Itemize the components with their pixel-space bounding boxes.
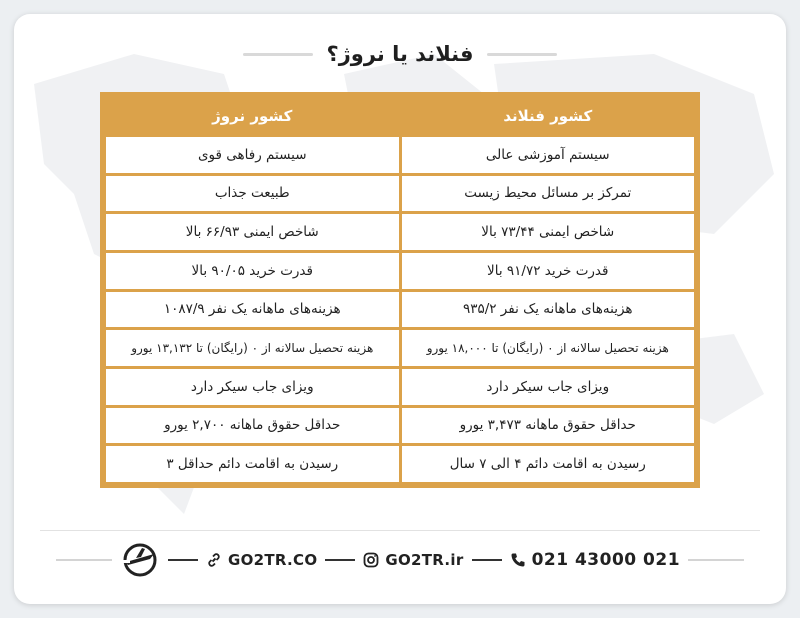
- phone-text: 021 43000 021: [531, 550, 681, 570]
- finland-row-1: سیستم آموزشی عالی: [402, 137, 695, 173]
- page-title: فنلاند یا نروژ؟: [326, 42, 474, 66]
- norway-row-2: طبیعت جذاب: [106, 176, 399, 212]
- finland-row-5: هزینه‌های ماهانه یک نفر ۹۳۵/۲: [402, 292, 695, 328]
- norway-row-4: قدرت خرید ۹۰/۰۵ بالا: [106, 253, 399, 289]
- instagram-text: GO2TR.ir: [385, 551, 464, 569]
- website-text: GO2TR.CO: [227, 551, 318, 569]
- phone-link[interactable]: [510, 550, 680, 570]
- go2tr-logo-icon: [120, 540, 160, 580]
- instagram-icon: [363, 552, 379, 568]
- title-left-line: [243, 53, 313, 56]
- finland-row-9: رسیدن به اقامت دائم ۴ الی ۷ سال: [402, 446, 695, 482]
- website-link[interactable]: [206, 551, 317, 569]
- norway-row-8: حداقل حقوق ماهانه ۲,۷۰۰ یورو: [106, 408, 399, 444]
- title-right-line: [487, 53, 557, 56]
- finland-row-4: قدرت خرید ۹۱/۷۲ بالا: [402, 253, 695, 289]
- link-icon: [206, 552, 222, 568]
- norway-row-6: هزینه تحصیل سالانه از ۰ (رایگان) تا ۱۳,۱۳۲ یورو: [106, 330, 399, 366]
- header-finland: کشور فنلاند: [402, 98, 695, 134]
- footer-right-line: [688, 559, 744, 561]
- instagram-link[interactable]: [363, 551, 463, 569]
- footer-left-line: [56, 559, 112, 561]
- finland-row-2: تمرکز بر مسائل محیط زیست: [402, 176, 695, 212]
- header-norway: کشور نروژ: [106, 98, 399, 134]
- footer-divider: [40, 530, 760, 531]
- title-row: [14, 36, 786, 72]
- finland-row-6: هزینه تحصیل سالانه از ۰ (رایگان) تا ۱۸,۰۰۰ یورو: [402, 330, 695, 366]
- finland-row-7: ویزای جاب سیکر دارد: [402, 369, 695, 405]
- norway-row-9: رسیدن به اقامت دائم حداقل ۳: [106, 446, 399, 482]
- footer: [14, 540, 786, 580]
- finland-row-8: حداقل حقوق ماهانه ۳,۴۷۳ یورو: [402, 408, 695, 444]
- norway-row-7: ویزای جاب سیکر دارد: [106, 369, 399, 405]
- norway-row-1: سیستم رفاهی قوی: [106, 137, 399, 173]
- footer-separator-2: [325, 559, 355, 561]
- comparison-table: [100, 92, 700, 488]
- footer-separator-1: [168, 559, 198, 561]
- footer-separator-3: [472, 559, 502, 561]
- norway-row-3: شاخص ایمنی ۶۶/۹۳ بالا: [106, 214, 399, 250]
- phone-icon: [510, 552, 526, 568]
- norway-row-5: هزینه‌های ماهانه یک نفر ۱۰۸۷/۹: [106, 292, 399, 328]
- infographic-card: [14, 14, 786, 604]
- finland-row-3: شاخص ایمنی ۷۳/۴۴ بالا: [402, 214, 695, 250]
